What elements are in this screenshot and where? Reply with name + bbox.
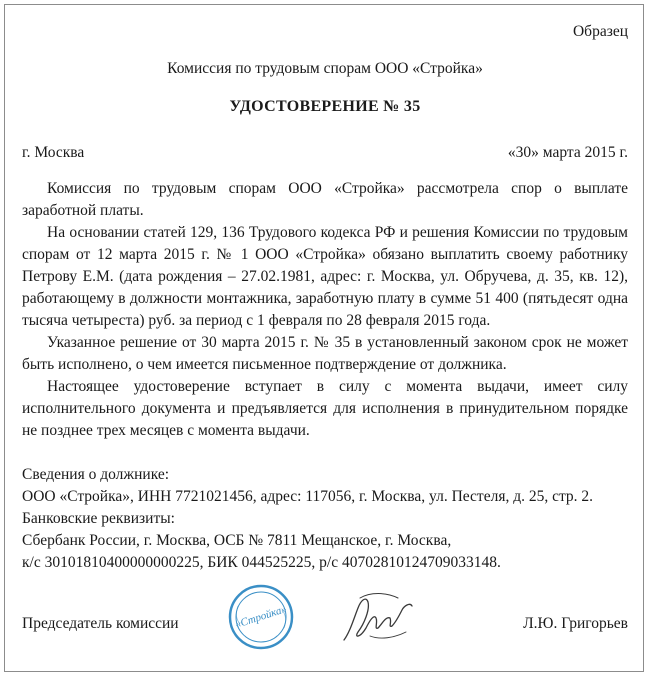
bank-details-line1: Сбербанк России, г. Москва, ОСБ № 7811 Мещанское, г. Москва, <box>22 532 452 549</box>
paragraph-basis: На основании статей 129, 136 Трудового кодекса РФ и решения Комиссии по трудовым спорам от 12 марта 2015 г. № 1 ООО «Стройка» обязано выплатить своему работнику Петрову Е.М. (дата рождения – 27.02.1981, адрес: г. Москва, ул. Обручева, д. 35, кв. 12), работающему в должности монтажника, заработную плату в сумме 51 400 (пятьдесят одна тысяча четыреста) руб. за период с 1 февраля по 28 февраля 2015 года. <box>22 224 628 329</box>
commission-name: Комиссия по трудовым спорам ООО «Стройка» <box>167 60 483 77</box>
debtor-info <box>22 464 632 574</box>
issue-date: «30» марта 2015 г. <box>507 144 628 161</box>
handwritten-signature <box>340 588 420 650</box>
chairman-name: Л.Ю. Григорьев <box>523 615 628 632</box>
stamp-text: «Стройка» <box>233 603 289 631</box>
paragraph-not-executed: Указанное решение от 30 марта 2015 г. № 35 в установленный законом срок не может быть исполнено, о чем имеется письменное подтверждение от должника. <box>22 334 628 373</box>
city: г. Москва <box>22 144 85 161</box>
bank-details-line2: к/с 30101810400000000225, БИК 044525225, р/с 40702810124709033148. <box>22 554 501 571</box>
sample-label: Образец <box>572 23 628 40</box>
debtor-details: ООО «Стройка», ИНН 7721021456, адрес: 117056, г. Москва, ул. Пестеля, д. 25, стр. 2. <box>22 488 594 505</box>
paragraph-validity: Настоящее удостоверение вступает в силу с момента выдачи, имеет силу исполнительного документа и предъявляется для исполнения в принудительном порядке не позднее трех месяцев с момента выдачи. <box>22 378 628 439</box>
document-body <box>22 178 628 442</box>
company-stamp <box>228 584 294 650</box>
chairman-label: Председатель комиссии <box>22 615 179 632</box>
bank-heading: Банковские реквизиты: <box>22 510 175 527</box>
paragraph-dispute: Комиссия по трудовым спорам ООО «Стройка» рассмотрела спор о выплате заработной платы. <box>22 180 628 219</box>
document-title: УДОСТОВЕРЕНИЕ № 35 <box>229 98 421 115</box>
debtor-heading: Сведения о должнике: <box>22 466 170 483</box>
